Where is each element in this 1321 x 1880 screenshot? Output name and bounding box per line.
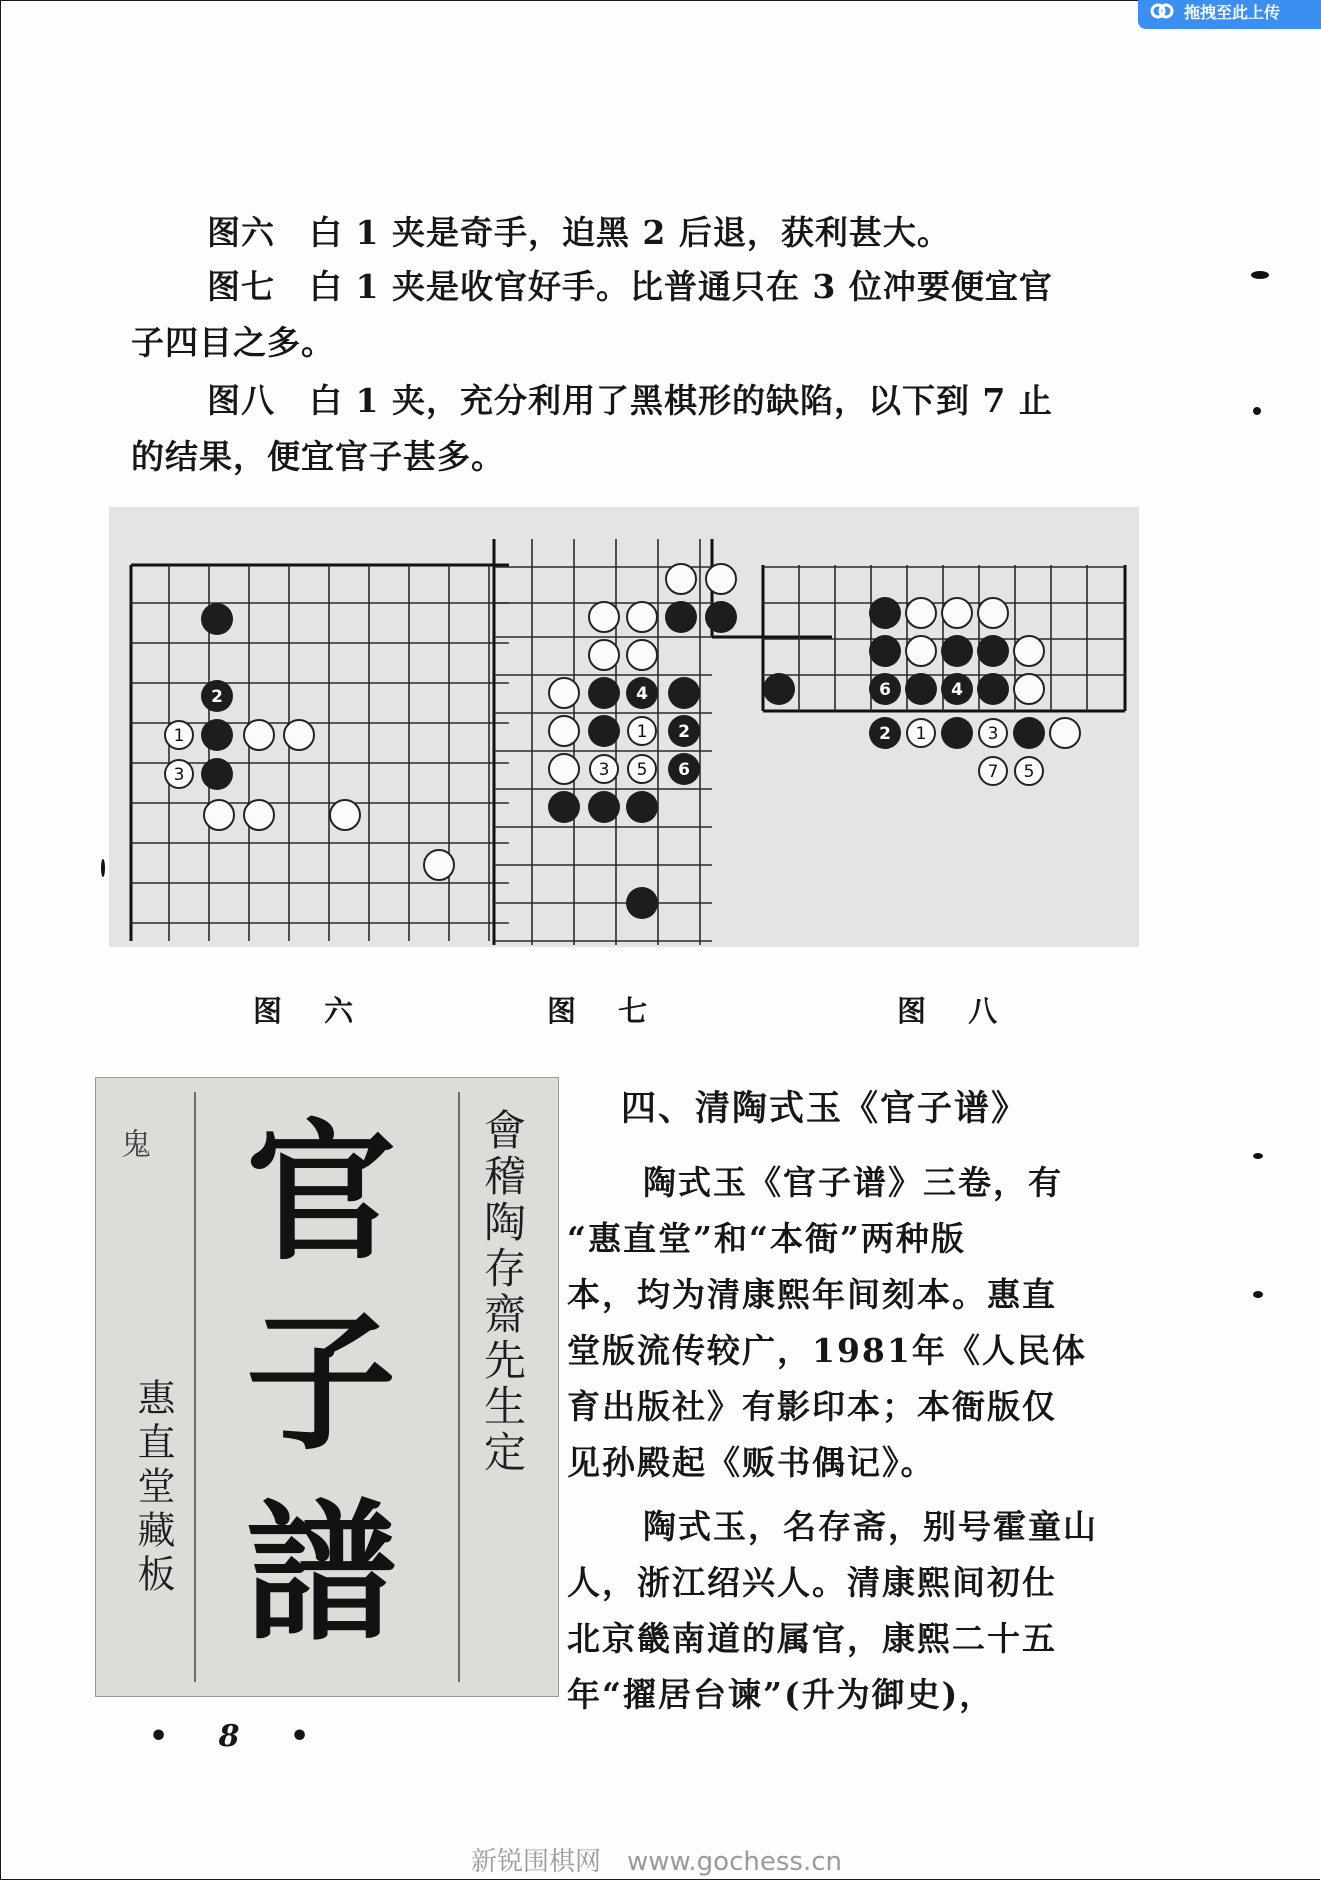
- white-stone: [549, 716, 579, 746]
- black-stone: [626, 791, 658, 823]
- upload-badge-label: 拖拽至此上传: [1184, 2, 1281, 22]
- site-watermark: 新锐围棋网 www.gochess.cn: [471, 1847, 842, 1877]
- white-stone: [589, 640, 619, 670]
- black-stone: [705, 601, 737, 633]
- move-number: 7: [987, 762, 999, 782]
- white-stone: [284, 720, 314, 750]
- paragraph-text: 图六 白 1 夹是奇手，迫黑 2 后退，获利甚大。: [207, 213, 951, 252]
- cover-title-char: 子: [246, 1295, 397, 1471]
- paragraph-figure-6: [131, 205, 1121, 261]
- move-number: 4: [636, 684, 648, 704]
- cover-corner-mark: 鬼: [115, 1128, 150, 1158]
- move-number: 3: [987, 724, 999, 744]
- paragraph-text: 图八 白 1 夹，充分利用了黑棋形的缺陷，以下到 7 止: [207, 381, 1053, 420]
- move-number: 1: [915, 724, 927, 744]
- link-icon: [1150, 2, 1174, 20]
- body-line: 年“擢居台谏”(升为御史)，: [567, 1675, 995, 1714]
- move-number: 1: [173, 726, 185, 746]
- body-line: 本，均为清康熙年间刻本。惠直: [567, 1275, 1057, 1314]
- black-stone: [626, 887, 658, 919]
- body-line: 见孙殿起《贩书偶记》。: [567, 1443, 936, 1482]
- body-line: 育出版社》有影印本；本衙版仅: [567, 1387, 1057, 1426]
- move-number: 1: [636, 722, 648, 742]
- white-stone: [666, 564, 696, 594]
- black-stone: [941, 717, 973, 749]
- white-stone: [627, 602, 657, 632]
- scan-speck: [1253, 1291, 1263, 1298]
- paragraph-text: 子四目之多。: [131, 323, 335, 362]
- move-number: 6: [678, 760, 690, 780]
- white-stone: [589, 602, 619, 632]
- move-number: 5: [636, 760, 648, 780]
- body-line: 人，浙江绍兴人。清康熙间初仕: [567, 1563, 1057, 1602]
- move-number: 4: [951, 680, 963, 700]
- black-stone: [588, 677, 620, 709]
- white-stone: [1050, 718, 1080, 748]
- black-stone: [869, 597, 901, 629]
- scan-speck: [1251, 271, 1269, 279]
- white-stone: [978, 598, 1008, 628]
- upload-drop-badge[interactable]: [1138, 0, 1321, 29]
- black-stone: [869, 635, 901, 667]
- black-stone: [588, 791, 620, 823]
- white-stone: [1014, 636, 1044, 666]
- scan-speck: [1253, 1153, 1263, 1159]
- page-number: • 8 •: [149, 1719, 330, 1754]
- white-stone: [204, 800, 234, 830]
- cover-right-column: 會稽陶存齋先生定: [478, 1108, 527, 1476]
- move-number: 2: [678, 722, 690, 742]
- figure-label-7: 图 七: [547, 994, 664, 1028]
- white-stone: [627, 640, 657, 670]
- section-title: 四、清陶式玉《官子谱》: [621, 1088, 1029, 1129]
- move-number: 2: [879, 724, 891, 744]
- cover-left-column: 惠直堂藏板: [131, 1378, 175, 1598]
- cover-title-char: 譜: [246, 1485, 397, 1661]
- white-stone: [549, 754, 579, 784]
- move-number: 6: [879, 680, 891, 700]
- move-number: 5: [1023, 762, 1035, 782]
- paragraph-figure-8: [131, 373, 1121, 485]
- book-cover-image: [95, 1077, 559, 1697]
- white-stone: [706, 564, 736, 594]
- go-board-figure-6: [129, 563, 511, 943]
- black-stone: [548, 791, 580, 823]
- go-diagrams-figure: [109, 507, 1139, 947]
- white-stone: [906, 598, 936, 628]
- paragraph-figure-7: [131, 259, 1121, 371]
- paragraph-text: 的结果，便宜官子甚多。: [131, 437, 505, 476]
- white-stone: [1014, 674, 1044, 704]
- white-stone: [330, 800, 360, 830]
- body-line: “惠直堂”和“本衙”两种版: [567, 1219, 966, 1258]
- white-stone: [549, 678, 579, 708]
- black-stone: [665, 601, 697, 633]
- black-stone: [668, 677, 700, 709]
- cover-rule: [458, 1092, 460, 1682]
- body-line: 陶式玉，名存斋，别号霍童山: [643, 1507, 1098, 1546]
- figure-label-8: 图 八: [897, 994, 1014, 1028]
- body-paragraph-2: [567, 1499, 1107, 1723]
- scan-speck: [101, 859, 105, 877]
- move-number: 2: [211, 687, 223, 707]
- white-stone: [906, 636, 936, 666]
- white-stone: [244, 720, 274, 750]
- body-line: 堂版流传较广，1981年《人民体: [567, 1331, 1087, 1370]
- cover-rule: [194, 1092, 196, 1682]
- black-stone: [201, 603, 233, 635]
- board-grid: [131, 565, 509, 941]
- move-number: 3: [173, 765, 185, 785]
- go-board-figure-8: [759, 563, 1129, 733]
- black-stone: [977, 673, 1009, 705]
- paragraph-text: 图七 白 1 夹是收官好手。比普通只在 3 位冲要便宜官: [207, 267, 1053, 306]
- move-number: 3: [598, 760, 610, 780]
- body-paragraph-1: [567, 1155, 1107, 1491]
- black-stone: [977, 635, 1009, 667]
- black-stone: [588, 715, 620, 747]
- cover-title-char: 官: [246, 1105, 397, 1281]
- scan-speck: [1253, 407, 1261, 415]
- black-stone: [1013, 717, 1045, 749]
- body-line: 陶式玉《官子谱》三卷，有: [643, 1163, 1063, 1202]
- white-stone: [424, 850, 454, 880]
- black-stone: [905, 673, 937, 705]
- figure-label-6: 图 六: [253, 994, 370, 1028]
- body-line: 北京畿南道的属官，康熙二十五: [567, 1619, 1057, 1658]
- go-board-figure-8-lower: [849, 711, 1099, 811]
- white-stone: [942, 598, 972, 628]
- black-stone: [763, 673, 795, 705]
- black-stone: [201, 758, 233, 790]
- white-stone: [244, 800, 274, 830]
- black-stone: [941, 635, 973, 667]
- black-stone: [201, 719, 233, 751]
